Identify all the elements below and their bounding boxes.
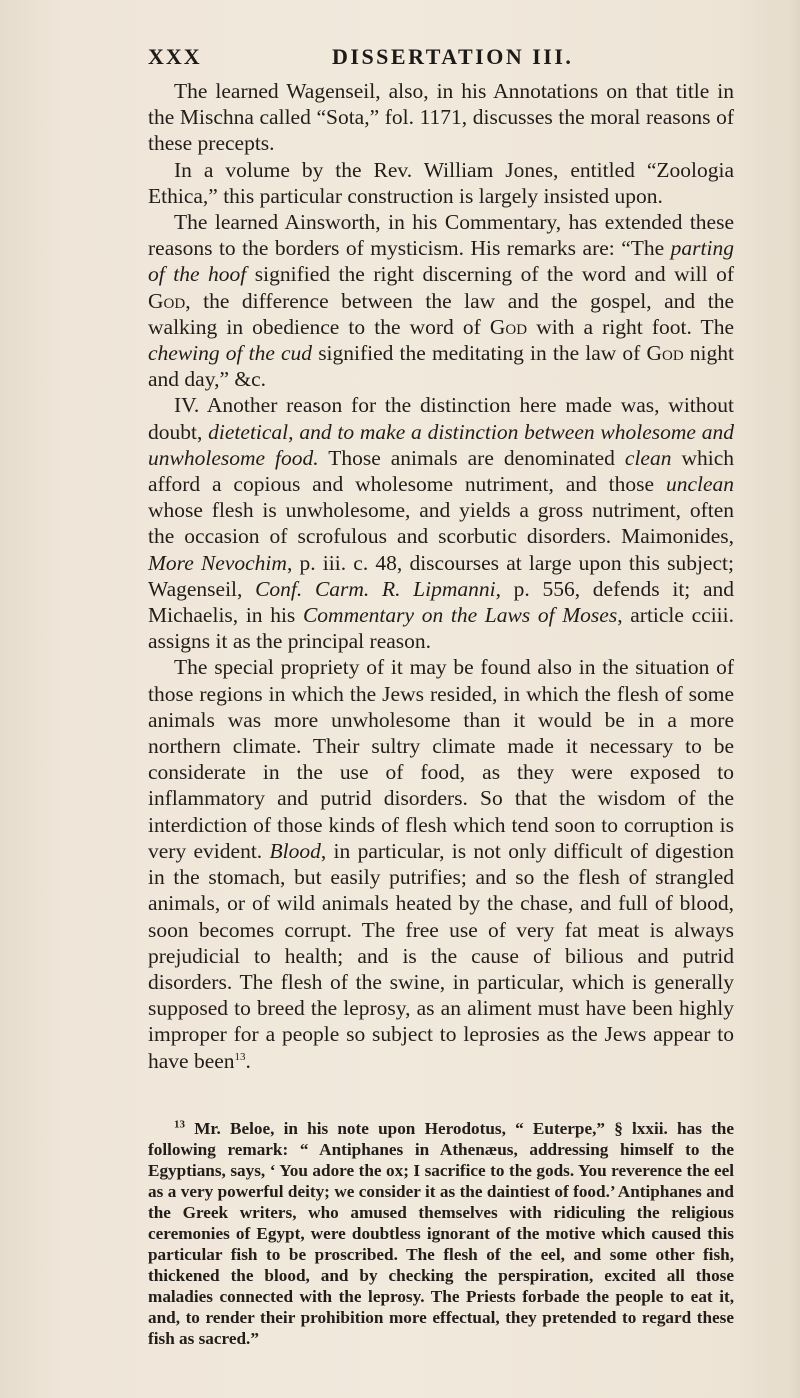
text-run: , p. 556, defends it; and Michaelis, in his	[148, 576, 734, 628]
paragraph	[148, 78, 734, 157]
paragraph	[148, 392, 734, 654]
italic-text: unclean	[665, 472, 734, 497]
text-run: Mr. Beloe, in his note upon Herodotus, “ Euterpe,” § lxxii. has the following remark: “ Antiphanes in Athenæus, addressing himself to the Egyptians, says, ‘ You adore the ox; I sacrifice to the gods. You reverence the eel as a very powerful deity; we consider it as the daintiest of food.’ Antiphanes and the Greek writers, who amused themselves with ridiculing the religious ceremonies of Egypt, were doubtless ignorant of the motive which caused this particular fish to be proscribed. The flesh of the eel, and some other fish, thickened the blood, and by checking the perspiration, excited all those maladies connected with the leprosy. The Priests forbade the people to eat it, and, to render their prohibition more effectual, they pretended to regard these fish as sacred.”	[148, 1119, 734, 1348]
text-run: Those animals are denominated	[318, 445, 625, 470]
page-number: XXX	[148, 44, 202, 69]
italic-text: parting of the hoof	[148, 236, 734, 287]
small-caps-text: God	[148, 288, 186, 313]
running-title: DISSERTATION III.	[332, 44, 574, 69]
italic-text: Conf. Carm. R. Lipmanni	[255, 576, 496, 601]
main-text	[148, 78, 734, 1074]
text-run: whose flesh is unwholesome, and yields a gross nutriment, often the occasion of scrofulous and scorbutic disorders. Maimonides,	[148, 498, 734, 549]
italic-text: Commentary on the Laws of Moses	[302, 603, 618, 628]
text-run: IV. Another reason for the distinction here made was, without doubt,	[148, 393, 734, 444]
page-edge	[772, 0, 800, 1398]
text-run: The learned Ainsworth, in his Commentary, has extended these reasons to the borders of mysticism. His remarks are: “The	[148, 210, 734, 261]
italic-text: Blood	[269, 838, 321, 863]
text-run: , in particular, is not only difficult of digestion in the stomach, but easily putrifies; and so the flesh of strangled animals, or of wild animals heated by the chase, and full of blood, soon becomes corrupt. The free use of very fat meat is always prejudicial to health; and is the cause of bilious and putrid disorders. The flesh of the swine, in particular, which is generally supposed to breed the leprosy, as an aliment must have been highly improper for a people so subject to leprosies as the Jews appear to have been	[148, 838, 734, 1073]
footnote-marker: 13	[174, 1118, 185, 1131]
page-header	[148, 44, 728, 74]
italic-text: More Nevochim	[148, 550, 287, 575]
paragraph	[148, 654, 734, 1073]
footnote-marker: 13	[234, 1050, 246, 1063]
paragraph	[148, 157, 734, 209]
text-run: In a volume by the Rev. William Jones, entitled “Zoologia Ethica,” this particular construction is largely insisted upon.	[148, 157, 734, 208]
footnote	[148, 1118, 734, 1349]
text-run: The learned Wagenseil, also, in his Annotations on that title in the Mischna called “Sota,” fol. 1171, discusses the moral reasons of these precepts.	[148, 79, 734, 156]
footnotes	[148, 1118, 734, 1349]
text-run: night and day,” &c.	[148, 341, 734, 392]
text-run: signified the meditating in the law of	[312, 341, 647, 366]
text-run: .	[245, 1048, 251, 1073]
text-run: with a right foot. The	[527, 314, 734, 339]
italic-text: dietetical, and to make a distinction between wholesome and unwholesome food.	[148, 419, 734, 470]
text-run: , the difference between the law and the gospel, and the walking in obedience to the word of	[148, 288, 734, 339]
text-run: , article cciii. assigns it as the principal reason.	[148, 603, 734, 654]
text-run: signified the right discerning of the word and will of	[246, 262, 734, 287]
small-caps-text: God	[489, 314, 528, 339]
text-run: The special propriety of it may be found also in the situation of those regions in which the Jews resided, in which the flesh of some animals was more unwholesome than it would be in a more northern climate. Their sultry climate made it necessary to be considerate in the use of food, as they were exposed to inflammatory and putrid disorders. So that the wisdom of the interdiction of those kinds of flesh which tend soon to corruption is very evident.	[148, 655, 734, 863]
text-run: which afford a copious and wholesome nutriment, and those	[148, 445, 734, 497]
italic-text: chewing of the cud	[148, 341, 313, 366]
small-caps-text: God	[646, 341, 684, 366]
paragraph	[148, 209, 734, 392]
italic-text: clean	[624, 445, 672, 470]
text-run: , p. iii. c. 48, discourses at large upon this subject; Wagenseil,	[148, 550, 734, 601]
